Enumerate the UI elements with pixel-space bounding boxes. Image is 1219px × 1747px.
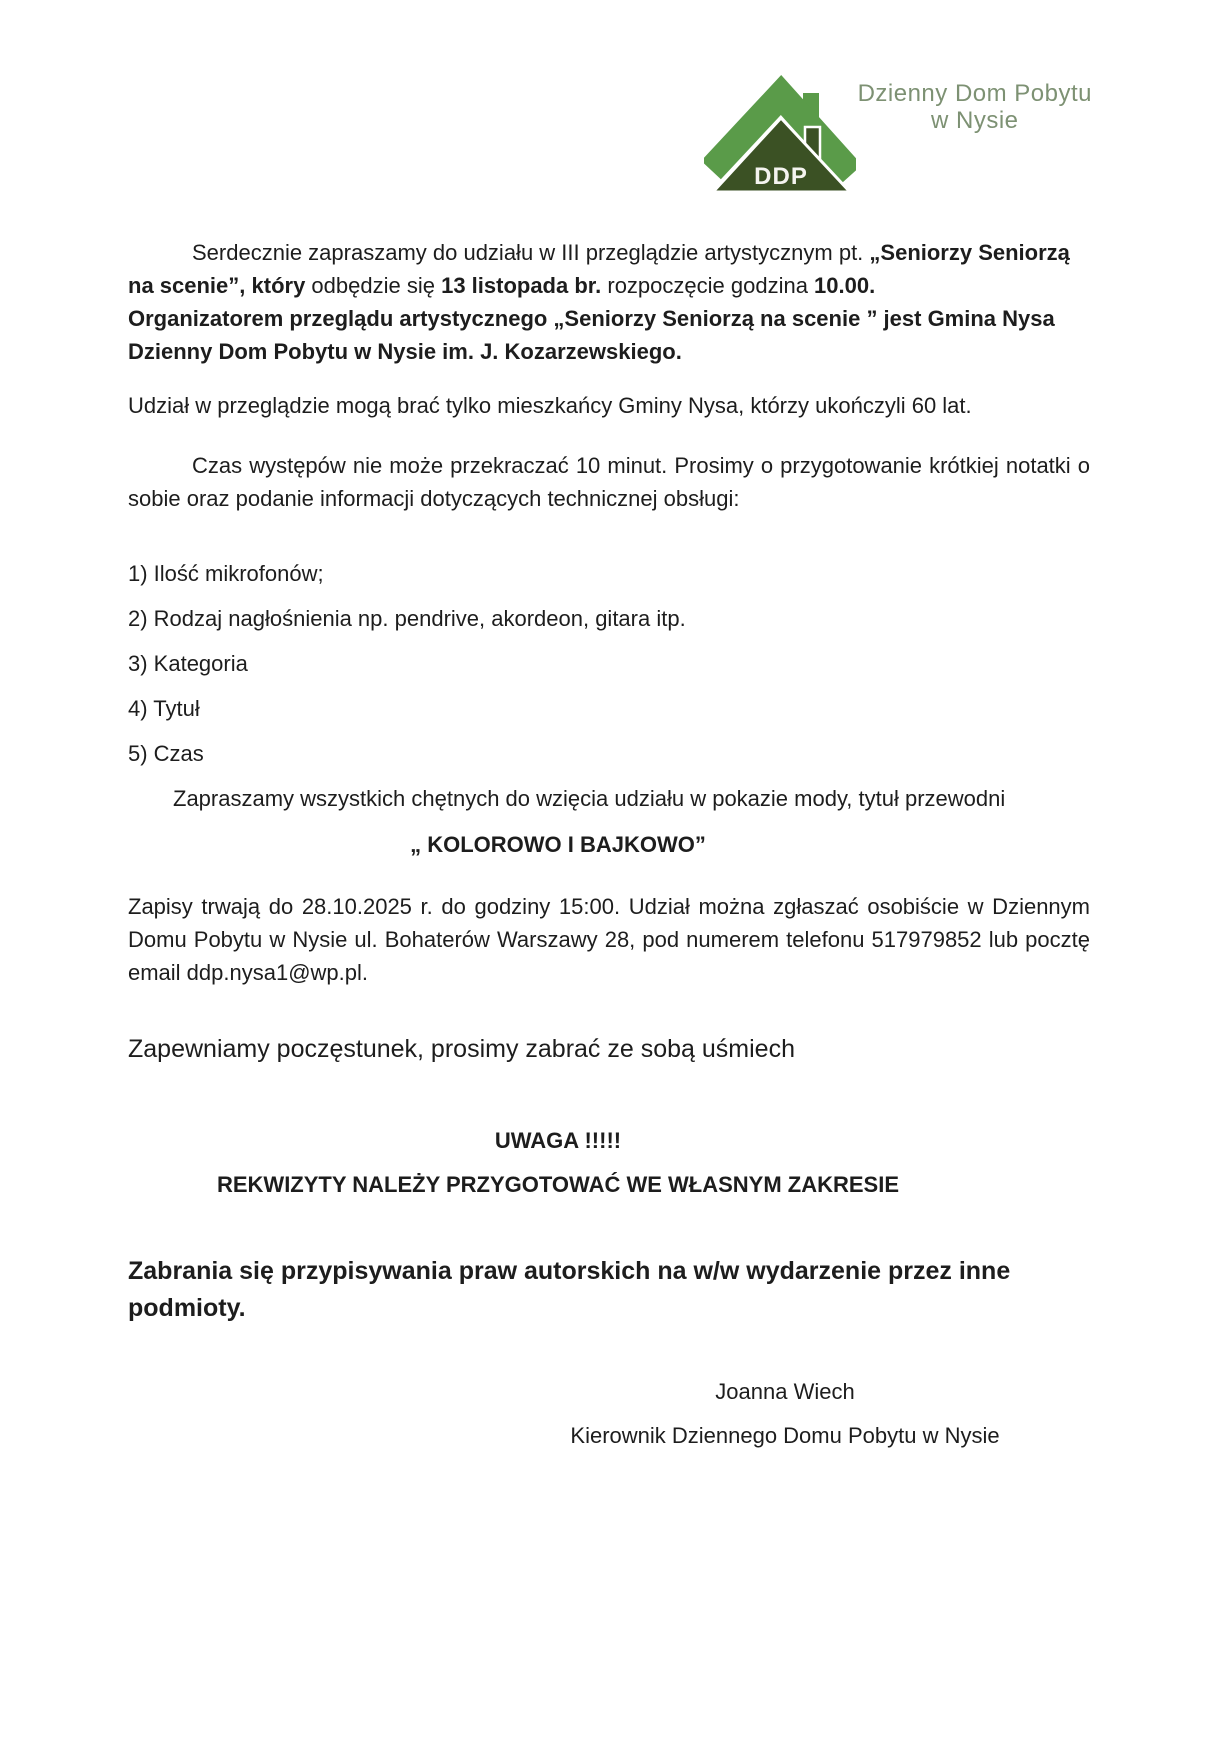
list-item-category: 3) Kategoria xyxy=(128,651,248,676)
logo-org-name: Dzienny Dom Pobytu xyxy=(857,80,1092,107)
letter-body xyxy=(0,236,1219,1452)
signature-title: Kierownik Dziennego Domu Pobytu w Nysie xyxy=(570,1423,1000,1448)
registration-paragraph: Zapisy trwają do 28.10.2025 r. do godziny 15:00. Udział można zgłaszać osobiście w Dziennym Domu Pobytu w Nysie ul. Bohaterów Warszawy 28, pod numerem telefonu 517979852 lub pocztę email ddp.nysa1@wp.pl. xyxy=(128,894,1090,985)
fashion-show-motto: „ KOLOROWO I BAJKOWO” xyxy=(410,832,706,857)
list-item-time: 5) Czas xyxy=(128,741,204,766)
performance-rules-paragraph: Czas występów nie może przekraczać 10 minut. Prosimy o przygotowanie krótkiej notatki o sobie oraz podanie informacji dotyczących technicznej obsługi: xyxy=(128,453,1090,511)
eligibility-paragraph: Udział w przeglądzie mogą brać tylko mieszkańcy Gminy Nysa, którzy ukończyli 60 lat. xyxy=(128,393,972,418)
fashion-show-invite-paragraph: Zapraszamy wszystkich chętnych do wzięcia udziału w pokazie mody, tytuł przewodni xyxy=(173,786,1006,811)
ddp-house-logo-icon xyxy=(704,73,856,199)
signature-block xyxy=(480,1375,1090,1452)
logo-header xyxy=(0,0,1219,199)
ddp-logo xyxy=(704,73,1092,199)
logo-acronym: DDP xyxy=(753,163,808,190)
props-notice: REKWIZYTY NALEŻY PRZYGOTOWAĆ WE WŁASNYM ZAKRESIE xyxy=(216,1172,900,1197)
logo-wordmark xyxy=(858,73,1092,134)
warning-heading: UWAGA !!!!! xyxy=(494,1128,622,1153)
list-item-sound-type: 2) Rodzaj nagłośnienia np. pendrive, akordeon, gitara itp. xyxy=(128,606,686,631)
technical-info-list xyxy=(128,557,1090,770)
list-item-microphones: 1) Ilość mikrofonów; xyxy=(128,561,324,586)
logo-org-city: w Nysie xyxy=(931,107,1019,134)
copyright-paragraph: Zabrania się przypisywania praw autorskich na w/w wydarzenie przez inne podmioty. xyxy=(128,1257,1011,1322)
signature-name: Joanna Wiech xyxy=(715,1379,855,1404)
intro-paragraph: Serdecznie zapraszamy do udziału w III przeglądzie artystycznym pt. „Seniorzy Seniorzą na scenie”, który odbędzie się 13 listopada br. rozpoczęcie godzina 10.00. Organizatorem przeglądu artystycznego „Seniorzy Seniorzą na scenie ” jest Gmina Nysa Dzienny Dom Pobytu w Nysie im. J. Kozarzewskiego. xyxy=(128,240,1070,364)
list-item-title: 4) Tytuł xyxy=(128,696,200,721)
refreshments-paragraph: Zapewniamy poczęstunek, prosimy zabrać ze sobą uśmiech xyxy=(128,1035,795,1063)
